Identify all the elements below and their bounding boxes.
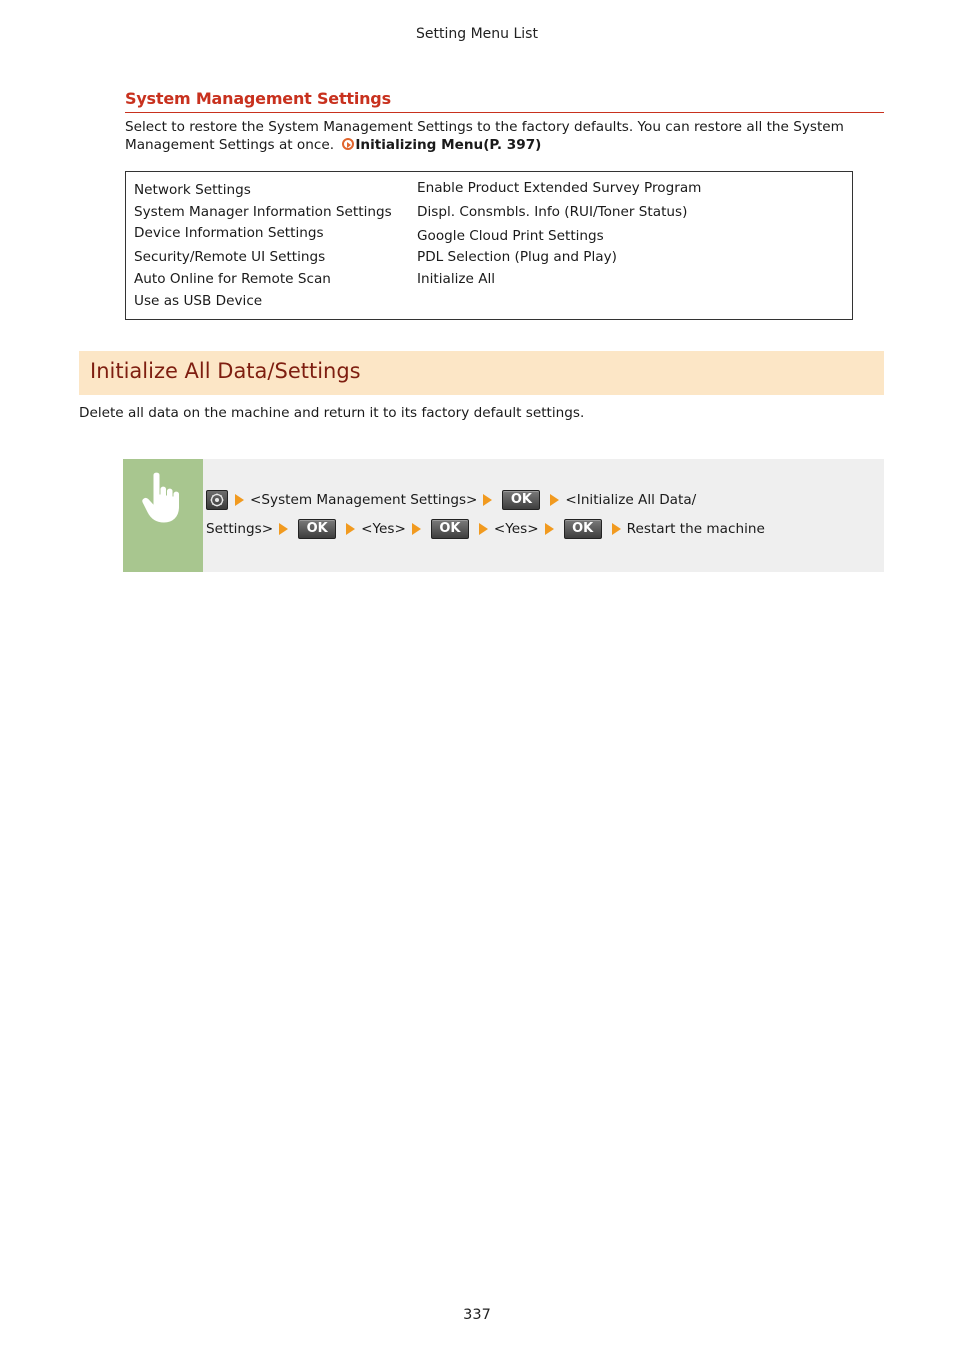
initialize-section-description: Delete all data on the machine and return it to its factory default settings. [79, 405, 585, 421]
list-item: Security/Remote UI Settings [134, 249, 326, 265]
initializing-menu-link[interactable]: Initializing Menu(P. 397) [355, 137, 542, 153]
list-item: Device Information Settings [134, 225, 324, 241]
step-initialize-all-data: <Initialize All Data/ [565, 492, 697, 508]
step-arrow-icon [612, 523, 621, 535]
procedure-box [123, 459, 884, 572]
list-item: Use as USB Device [134, 293, 263, 309]
page-number: 337 [463, 1307, 491, 1323]
description-text: Select to restore the System Management Settings to the factory defaults. You can restore all the System Management Settings at once. [125, 119, 844, 153]
list-item: Enable Product Extended Survey Program [417, 180, 702, 196]
step-arrow-icon [545, 523, 554, 535]
section-description [125, 118, 885, 154]
initialize-section-title: Initialize All Data/Settings [90, 359, 361, 383]
ok-key[interactable]: OK [564, 519, 602, 539]
step-arrow-icon [346, 523, 355, 535]
step-yes: <Yes> [493, 521, 539, 537]
link-arrow-icon [342, 138, 354, 150]
step-arrow-icon [235, 494, 244, 506]
list-item: Network Settings [134, 182, 251, 198]
section-title: System Management Settings [125, 89, 391, 108]
step-restart: Restart the machine [626, 521, 765, 537]
step-arrow-icon [279, 523, 288, 535]
step-arrow-icon [412, 523, 421, 535]
step-arrow-icon [483, 494, 492, 506]
pointing-hand-icon [138, 471, 184, 525]
list-item: Google Cloud Print Settings [417, 228, 604, 244]
initialize-section-banner [79, 351, 884, 395]
list-item: Initialize All [417, 271, 496, 287]
ok-key[interactable]: OK [298, 519, 336, 539]
running-header: Setting Menu List [416, 26, 538, 42]
section-heading [125, 89, 884, 113]
step-arrow-icon [550, 494, 559, 506]
ok-key[interactable]: OK [502, 490, 540, 510]
step-initialize-all-data-cont: Settings> [206, 521, 274, 537]
settings-list-box [125, 171, 853, 320]
menu-key-icon[interactable] [206, 490, 228, 510]
gear-icon [207, 491, 227, 509]
list-item: System Manager Information Settings [134, 204, 392, 220]
ok-key[interactable]: OK [431, 519, 469, 539]
list-item: Displ. Consmbls. Info (RUI/Toner Status) [417, 204, 688, 220]
list-item: PDL Selection (Plug and Play) [417, 249, 617, 265]
procedure-sidebar [123, 459, 203, 572]
procedure-step-row-2 [206, 517, 765, 541]
step-arrow-icon [479, 523, 488, 535]
list-item: Auto Online for Remote Scan [134, 271, 331, 287]
procedure-step-row-1 [206, 488, 696, 512]
step-system-management: <System Management Settings> [250, 492, 478, 508]
step-yes: <Yes> [361, 521, 406, 537]
